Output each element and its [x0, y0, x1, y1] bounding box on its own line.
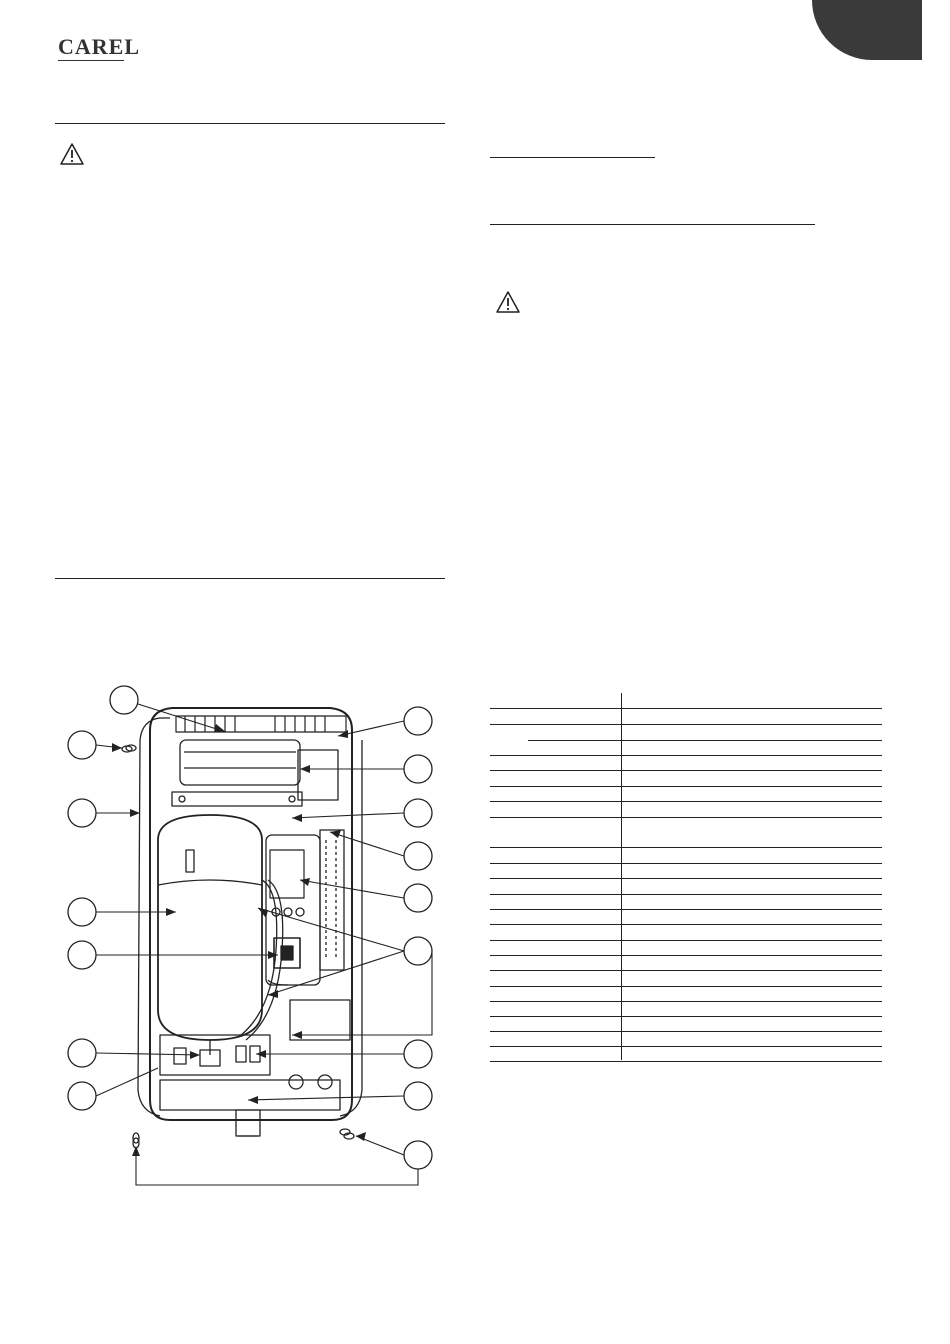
table-row [490, 755, 882, 756]
callout-circle [404, 1141, 432, 1169]
callout-circle [68, 941, 96, 969]
callout-circle [404, 1040, 432, 1068]
table-row [622, 740, 882, 741]
table-row [490, 801, 882, 802]
table-bottom-rule [490, 1061, 882, 1062]
table-row [490, 786, 882, 787]
section-rule-top-left [55, 123, 445, 124]
callout-circle [404, 842, 432, 870]
callout-circle [404, 1082, 432, 1110]
screw-icon [122, 745, 136, 752]
display-screen [270, 850, 304, 898]
chapter-tab [812, 0, 922, 60]
callout-circle [68, 731, 96, 759]
table-row [490, 986, 882, 987]
heading-underline-1 [490, 157, 655, 158]
table-row [490, 955, 882, 956]
warning-triangle-icon [496, 291, 520, 313]
callout-circle [68, 799, 96, 827]
callout-circle [404, 755, 432, 783]
table-row [490, 1031, 882, 1032]
humidifier-exploded-drawing [0, 680, 470, 1200]
table-row [490, 894, 882, 895]
table-column-divider [621, 693, 622, 1060]
water-outlet [236, 1110, 260, 1136]
section-rule-mid-left [55, 578, 445, 579]
table-row [490, 847, 882, 848]
fill-cup [180, 740, 300, 785]
electronic-board [320, 830, 344, 970]
callout-circle [68, 1082, 96, 1110]
table-row [490, 863, 882, 864]
table-header-rule [490, 708, 882, 709]
table-row [490, 724, 882, 725]
callout-circle [404, 799, 432, 827]
screw-icon [340, 1129, 354, 1139]
table-row [490, 817, 882, 818]
screw-icon [133, 1133, 139, 1148]
table-row [490, 770, 882, 771]
carel-logo: CAREL [58, 34, 141, 59]
logo-underline [58, 60, 124, 63]
heading-underline-2 [490, 224, 815, 225]
callouts-right [404, 707, 432, 1169]
leader-lines [96, 704, 432, 1185]
table-row [490, 1046, 882, 1047]
table-row [490, 878, 882, 879]
callout-circle [404, 707, 432, 735]
table-row [490, 1001, 882, 1002]
steam-cylinder [158, 815, 262, 1040]
callout-circle [68, 898, 96, 926]
callout-circle [110, 686, 138, 714]
table-row [490, 1016, 882, 1017]
table-row [490, 940, 882, 941]
table-row [490, 909, 882, 910]
warning-triangle-icon [60, 143, 84, 165]
table-row [490, 970, 882, 971]
table-row [528, 740, 622, 741]
callout-circle [404, 937, 432, 965]
callout-circle [404, 884, 432, 912]
callout-circle [68, 1039, 96, 1067]
callouts-left [68, 686, 138, 1110]
table-row [490, 924, 882, 925]
